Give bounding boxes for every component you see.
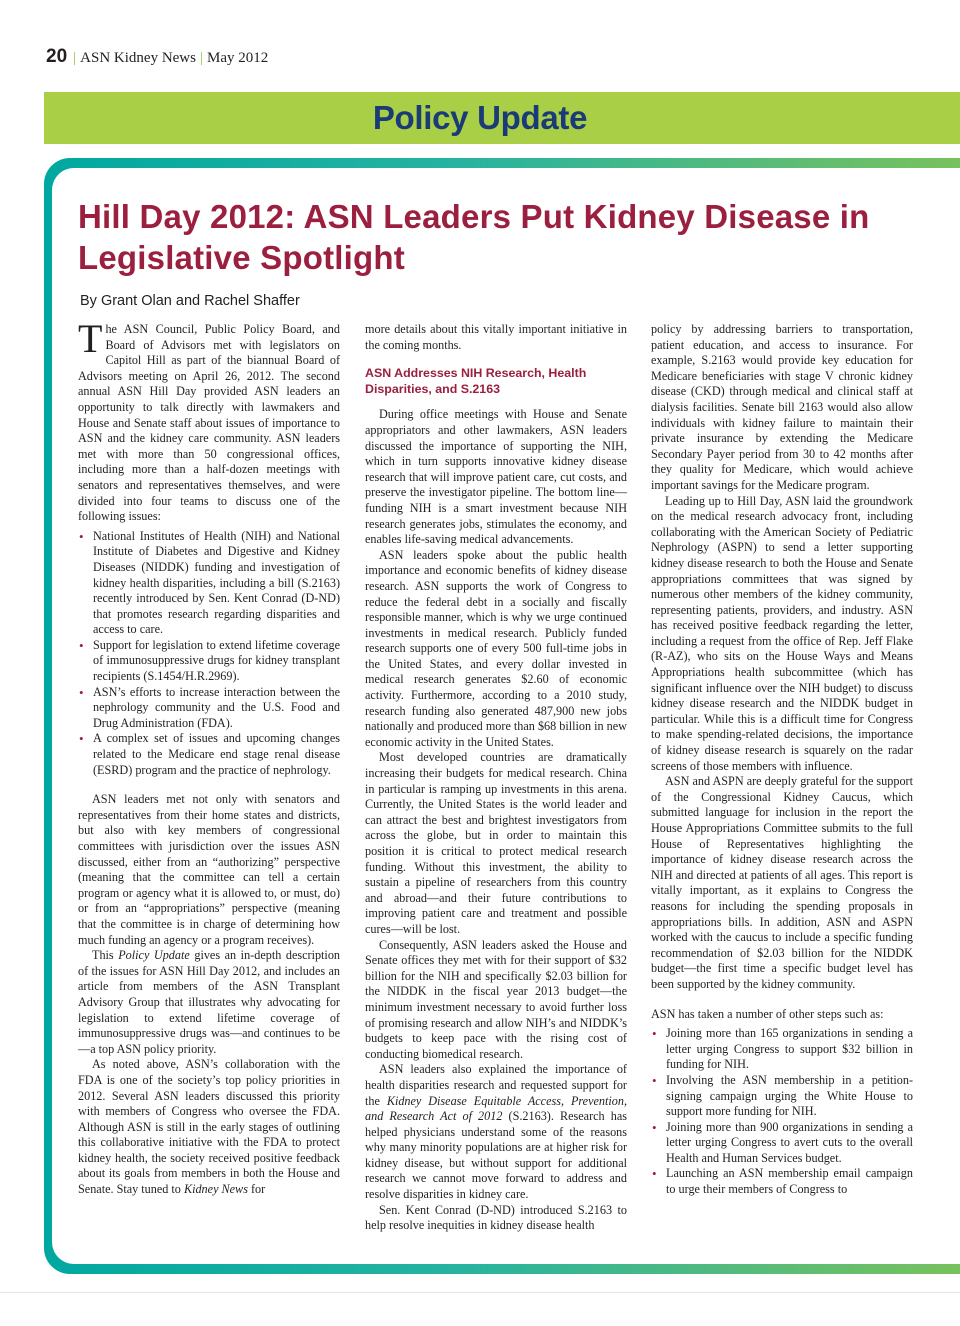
- issue-date: May 2012: [207, 50, 269, 66]
- issues-list: [78, 529, 340, 779]
- body-paragraph: ASN leaders also explained the importance of health disparities research and requested support for the Kidney Disease Equitable Access, Prevention, and Research Act of 2012 (S.2163). Research has helped physicians understand some of the reasons why many minority populations are at higher risk for kidney disease, but without support for additional research we cannot move forward to address and resolve disparities in kidney care.: [365, 1062, 628, 1202]
- list-item: • Launching an ASN membership email campaign to urge their members of Congress to: [651, 1166, 913, 1197]
- body-paragraph: more details about this vitally important initiative in the coming months.: [365, 322, 627, 352]
- steps-list: [651, 1026, 913, 1198]
- body-paragraph: Leading up to Hill Day, ASN laid the groundwork on the medical research advocacy front, including collaborating with the American Society of Pediatric Nephrology (ASPN) to send a letter supporting kidney disease research to both the House and Senate appropriations committees that was signed by numerous other members of the kidney community, representing patients, providers, and industry. ASN has received positive feedback regarding the letter, including a request from the office of Rep. Jeff Flake (R-AZ), who sits on the House Ways and Means Appropriations health subcommittee (which has significant influence over the NIH budget) to discuss kidney disease research and the NIDDK budget in particular. While this is a difficult time for Congress to make spending-related decisions, the importance of kidney disease research is squarely on the radar screens of those members with influence.: [651, 493, 913, 773]
- list-item: • A complex set of issues and upcoming changes related to the Medicare end stage renal disease (ESRD) program and the practice of nephrology.: [78, 731, 340, 778]
- body-paragraph: ASN leaders spoke about the public health importance and economic benefits of kidney disease research. ASN supports the work of Congress to reduce the federal debt in a socially and fiscally responsible manner, which is why we urge continued investments in medical research. Publicly funded research supports one of every 500 full-time jobs in the United States, and every dollar invested in medical research generates $2.60 of economic activity. Furthermore, according to a 2010 study, research funding also generated 487,900 new jobs nationally and produced more than $68 billion in new economic activity in the United States.: [365, 547, 627, 749]
- body-paragraph: ASN leaders met not only with senators and representatives from their home states and districts, but also with key members of congressional committees with jurisdiction over the issues ASN discussed, either from an “authorizing” perspective (meaning that the committee can tell a certain program or agency what it is allowed to, or must, do) or from an “appropriations” perspective (meaning that the committee is in charge of determining how much funding an agency or a program receives).: [78, 792, 340, 947]
- list-item: • Joining more than 900 organizations in sending a letter urging Congress to avert cuts to the overall Health and Human Services budget.: [651, 1120, 913, 1167]
- list-item: • Involving the ASN membership in a petition-signing campaign urging the White House to support more funding for NIH.: [651, 1073, 913, 1120]
- list-item: • National Institutes of Health (NIH) and National Institute of Diabetes and Digestive and Kidney Diseases (NIDDK) funding and investigation of kidney health disparities, including a bill (S.2163) recently introduced by Sen. Kent Conrad (D-ND) that promotes research regarding disparities and access to care.: [78, 529, 340, 638]
- list-item: • Joining more than 165 organizations in sending a letter urging Congress to support $32 billion in funding for NIH.: [651, 1026, 913, 1073]
- intro-paragraph: The ASN Council, Public Policy Board, and Board of Advisors met with legislators on Capitol Hill as part of the biannual Board of Advisors meeting on April 26, 2012. The second annual ASN Hill Day provided ASN leaders an opportunity to talk directly with lawmakers and House and Senate staff about issues of importance to ASN and the kidney care community. ASN leaders met with more than 50 congressional offices, including more than a half-dozen meetings with senators and representatives themselves, and were divided into four teams to discuss one of the following issues:: [78, 316, 340, 524]
- list-item: • ASN’s efforts to increase interaction between the nephrology community and the U.S. Food and Drug Administration (FDA).: [78, 685, 340, 732]
- article-title: Hill Day 2012: ASN Leaders Put Kidney Disease in Legislative Spotlight: [78, 198, 870, 276]
- body-paragraph: As noted above, ASN’s collaboration with the FDA is one of the society’s top policy priorities in 2012. Several ASN leaders discussed this priority with members of Congress who oversee the FDA. Although ASN is still in the early stages of outlining this collaborative initiative with the FDA to protect kidney health, the society received positive feedback about its goals from members in both the House and Senate. Stay tuned to Kidney News for: [78, 1057, 340, 1197]
- body-paragraph: Most developed countries are dramatically increasing their budgets for medical research. China in particular is ramping up investments in this arena. Currently, the United States is the world leader and can attract the best and brightest investigators from across the globe, but in order to maintain this position it is critical to protect medical research funding. Without this investment, the ability to sustain a pipeline of researchers from this country and abroad—and their future contributions to improving patient care and treatment and possible cures—will be lost.: [365, 750, 627, 936]
- body-paragraph: policy by addressing barriers to transportation, patient education, and access to insurance. For example, S.2163 would provide key education for Medicare beneficiaries with stage V chronic kidney disease (CKD) through medical and clinical staff at dialysis facilities. Senate bill 2163 would also allow individuals with kidney failure to maintain their private insurance by extending the Medicare Secondary Payer period from 30 to 42 months after they quality for Medicare, which would achieve important savings for the Medicare program.: [651, 322, 913, 492]
- column-2: [365, 322, 627, 1234]
- body-paragraph: Consequently, ASN leaders asked the House and Senate offices they met with for their support of $32 billion for the NIH and specifically $2.03 billion for the NIDDK in the fiscal year 2013 budget—the minimum investment necessary to avoid further loss of promising research and allow NIH’s and NIDDK’s budgets to keep pace with the rising cost of conducting biomedical research.: [365, 937, 627, 1061]
- body-paragraph: This Policy Update gives an in-depth description of the issues for ASN Hill Day 2012, and includes an article from members of the ASN Transplant Advisory Group that illustrates why advocating for legislation to extend lifetime coverage of immunosuppressive drugs was—and continues to be—a top ASN policy priority.: [78, 948, 341, 1056]
- column-1: [78, 316, 341, 1198]
- list-item: • Support for legislation to extend lifetime coverage of immunosuppressive drugs for kidney transplant recipients (S.1454/H.R.2969).: [78, 638, 340, 685]
- drop-cap: T: [78, 316, 103, 361]
- section-title: Policy Update: [372, 99, 588, 136]
- subheading: ASN Addresses NIH Research, Health Disparities, and S.2163: [365, 366, 587, 396]
- article-byline: By Grant Olan and Rachel Shaffer: [80, 293, 300, 309]
- column-3: [651, 322, 913, 1202]
- body-paragraph: During office meetings with House and Senate appropriators and other lawmakers, ASN leaders discussed the importance of supporting the NIH, which in turn supports innovative kidney disease research that will improve patient care, cut costs, and preserve the investigator pipeline. The bottom line—funding NIH is a smart investment because NIH research generates jobs, stimulates the economy, and enables life-saving medical advancements.: [365, 407, 627, 547]
- page-folio: 20 | ASN Kidney News | May 2012: [46, 46, 269, 67]
- publication-name: ASN Kidney News: [80, 50, 196, 66]
- page-bottom-rule: [0, 1292, 960, 1293]
- body-paragraph: Sen. Kent Conrad (D-ND) introduced S.2163 to help resolve inequities in kidney disease health: [365, 1202, 627, 1233]
- body-paragraph: ASN and ASPN are deeply grateful for the support of the Congressional Kidney Caucus, which submitted language for inclusion in the report the House Appropriations Committee submits to the full House of Representatives highlighting the importance of kidney disease research across the NIH and directed at patients of all ages. This report is vitally important, as it explains to Congress the reasons for including the spending proposals in appropriations bills. In addition, ASN and ASPN worked with the caucus to include a specific funding recommendation of $2.03 billion for the NIDDK budget—the first time a specific budget level has been supported by the kidney community.: [651, 774, 913, 991]
- page-number: 20: [46, 46, 68, 67]
- section-banner: [44, 92, 960, 144]
- body-paragraph: ASN has taken a number of other steps such as:: [651, 1006, 884, 1021]
